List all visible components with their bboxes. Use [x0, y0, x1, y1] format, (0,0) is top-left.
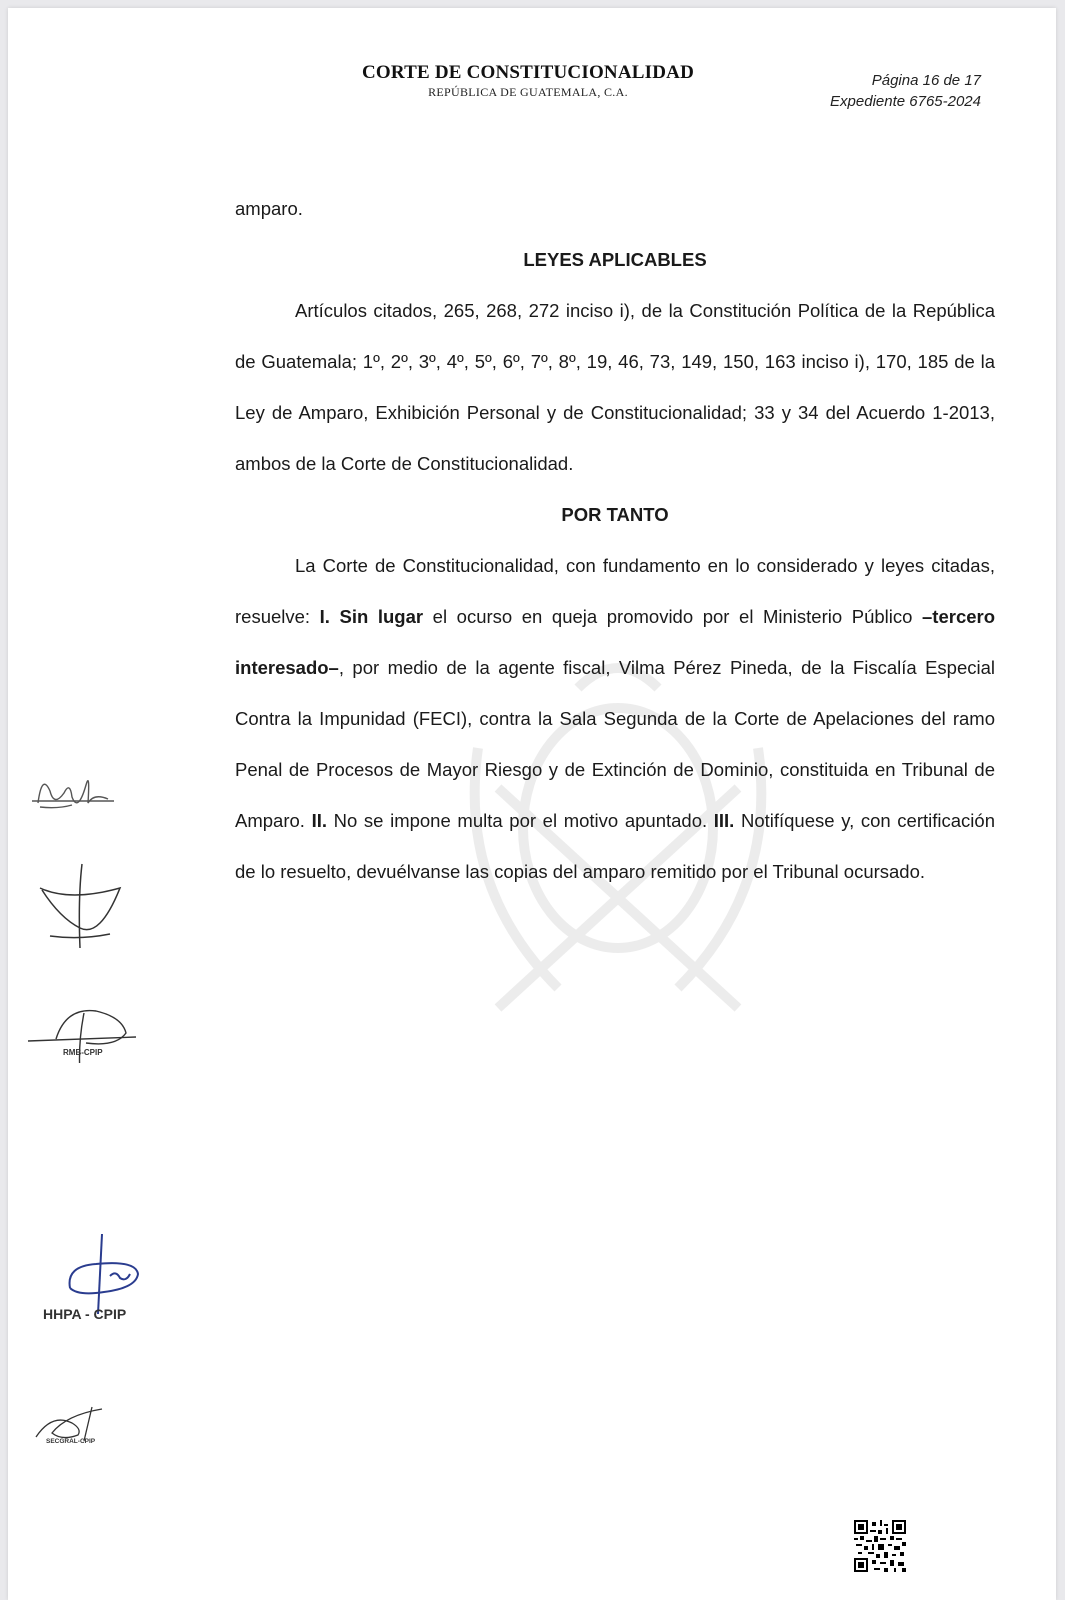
resolution-text-3: , por medio de la agente fiscal, Vilma Pérez Pineda, de la Fiscalía Especial Contra la Impunidad (FECI), contra la Sala Segunda de la Corte de Apelaciones del ramo Penal de Procesos de Mayor Riesgo y de Extinción de Dominio, constituida en Tribunal de Amparo. [235, 657, 995, 831]
signature-4-label: HHPA - CPIP [43, 1306, 127, 1322]
heading-por-tanto: POR TANTO [561, 504, 669, 525]
court-header [308, 62, 748, 100]
court-name: CORTE DE CONSTITUCIONALIDAD [361, 62, 694, 83]
resolution-third-party: –tercero interesado– [235, 606, 996, 678]
signature-3-label: RMB-CPIP [63, 1048, 103, 1057]
signature-5-label: SECGRAL-CPIP [46, 1438, 96, 1445]
resolution-text-2: el ocurso en queja promovido por el Ministerio Público [423, 606, 922, 627]
resolution-paragraph [235, 540, 995, 897]
page-number: Página 16 de 17 [871, 72, 981, 89]
resolution-text-5: Notifíquese y, con certificación de lo resuelto, devuélvanse las copias del amparo remitido por el Tribunal ocursado. [235, 810, 995, 882]
resolution-item-2: II. [311, 810, 327, 831]
heading-leyes-aplicables: LEYES APLICABLES [523, 249, 707, 270]
case-number: Expediente 6765-2024 [830, 93, 981, 110]
resolution-text-1: La Corte de Constitucionalidad, con fundamento en lo considerado y leyes citadas, resuelve: [235, 555, 995, 627]
opening-word: amparo. [235, 198, 303, 219]
page-info [830, 70, 981, 112]
document-body [235, 183, 995, 897]
resolution-item-1: I. Sin lugar [319, 606, 424, 627]
qr-code [854, 1520, 906, 1572]
signature-2 [30, 858, 130, 958]
laws-paragraph: Artículos citados, 265, 268, 272 inciso i), de la Constitución Política de la República de Guatemala; 1º, 2º, 3º, 4º, 5º, 6º, 7º, 8º, 19, 46, 73, 149, 150, 163 inciso i), 170, 185 de la Ley de Amparo, Exhibición Personal y de Constitucionalidad; 33 y 34 del Acuerdo 1-2013, ambos de la Corte de Constitucionalidad. [235, 300, 995, 474]
signature-1 [28, 763, 118, 833]
court-subtitle: REPÚBLICA DE GUATEMALA, C.A. [428, 85, 628, 99]
resolution-item-3: III. [713, 810, 735, 831]
document-page [8, 8, 1056, 1600]
resolution-text-4: No se impone multa por el motivo apuntado. [326, 810, 714, 831]
